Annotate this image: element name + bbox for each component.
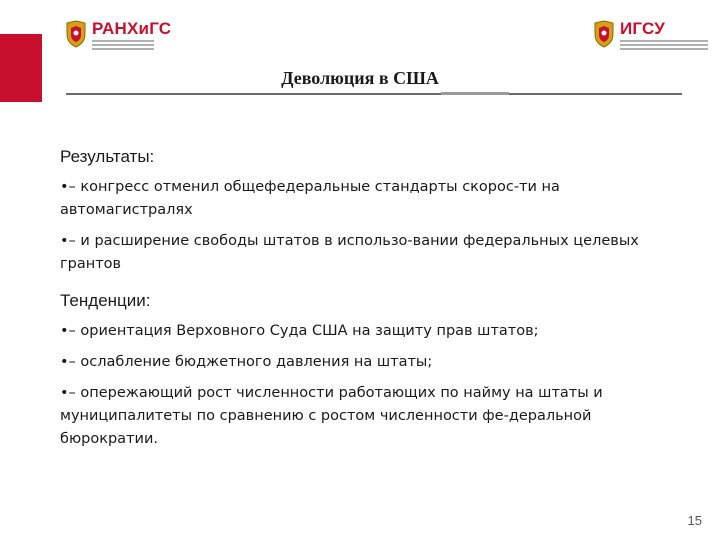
bullet-item: •– ослабление бюджетного давления на штаты; xyxy=(60,354,433,370)
title-underline-accent xyxy=(441,92,509,95)
section-heading-results: Результаты: xyxy=(60,147,155,166)
section-heading-trends: Тенденции: xyxy=(60,291,151,310)
slide-content xyxy=(60,146,670,459)
bullet-item: •– конгресс отменил общефедеральные стандарты скорос-ти на автомагистралях xyxy=(60,179,560,218)
bullet-item: •– ориентация Верховного Суда США на защиту прав штатов; xyxy=(60,323,539,339)
coat-of-arms-icon xyxy=(64,20,88,48)
bullet-item: •– опережающий рост численности работающих по найму на штаты и муниципалитеты по сравнению с ростом численности фе-деральной бюрократии. xyxy=(60,385,603,447)
igsu-logo-text: ИГСУ xyxy=(620,19,666,38)
coat-of-arms-icon xyxy=(592,20,616,48)
igsu-logo xyxy=(592,20,708,52)
bullet-item: •– и расширение свободы штатов в использо-вании федеральных целевых грантов xyxy=(60,233,639,272)
ranepa-logo-text: РАНХиГС xyxy=(92,19,172,38)
slide-title: Деволюция в США xyxy=(281,68,439,88)
page-number: 15 xyxy=(687,513,702,528)
igsu-logo-subtitle-lines xyxy=(620,40,708,52)
ranepa-logo xyxy=(64,20,171,52)
ranepa-logo-subtitle-lines xyxy=(92,40,171,52)
title-underline xyxy=(66,93,682,95)
